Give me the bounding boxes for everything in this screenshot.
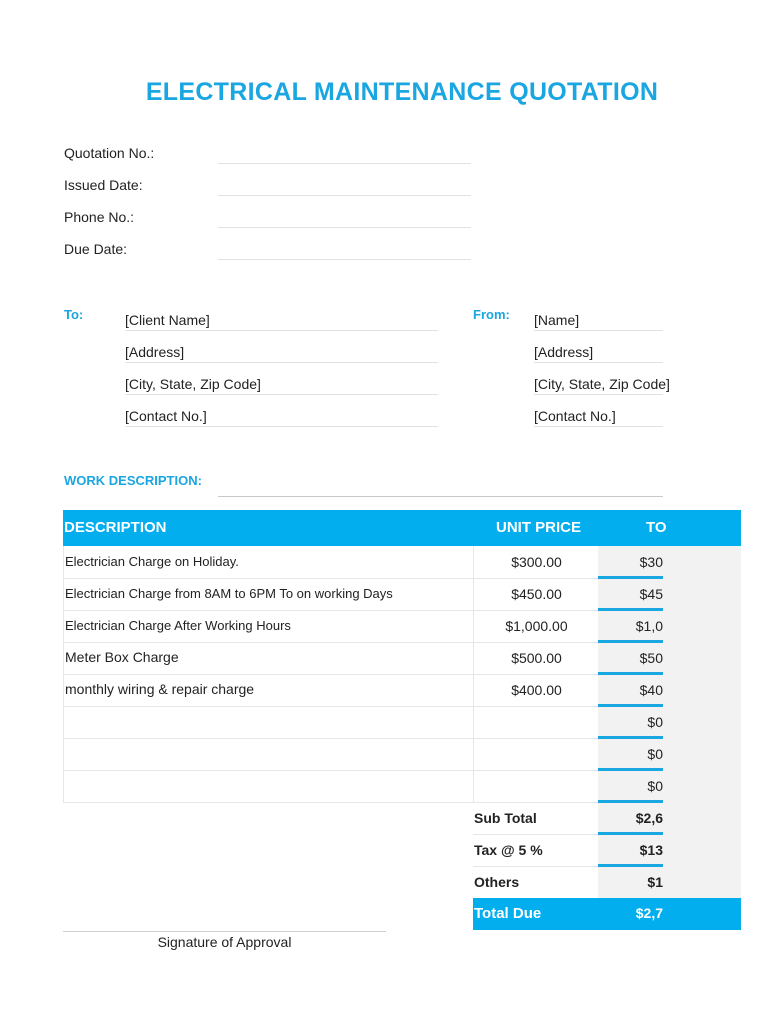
row-total-value: $0: [647, 778, 663, 794]
from-city-line: [534, 394, 663, 395]
issued-date-field[interactable]: [218, 195, 471, 196]
from-address: [Address]: [534, 344, 594, 360]
client-city-line: [125, 394, 438, 395]
from-name-line: [534, 330, 663, 331]
from-name: [Name]: [534, 312, 580, 328]
from-address-line: [534, 362, 663, 363]
row-unit-price: $300.00: [511, 554, 562, 570]
row-total-value: $30: [639, 554, 663, 570]
row-unit-price: $450.00: [511, 586, 562, 602]
total-due-value-text: $2,7: [635, 905, 663, 921]
row-total: [598, 642, 663, 674]
quotation-no-label: Quotation No.:: [64, 145, 155, 161]
due-date-field[interactable]: [218, 259, 471, 260]
column-divider: [473, 738, 474, 770]
tax-value: [598, 835, 663, 866]
work-description-label: WORK DESCRIPTION:: [64, 473, 202, 488]
client-address: [Address]: [125, 344, 185, 360]
others-value-text: $1: [647, 874, 663, 890]
others-value: [598, 867, 663, 898]
row-total: [598, 610, 663, 642]
row-unit-price: $1,000.00: [505, 618, 568, 634]
quotation-no-field[interactable]: [218, 163, 471, 164]
column-divider: [473, 706, 474, 738]
column-divider: [473, 770, 474, 802]
row-total: [598, 578, 663, 610]
row-unit-price: $400.00: [511, 682, 562, 698]
client-city: [City, State, Zip Code]: [125, 376, 261, 392]
row-description: monthly wiring & repair charge: [65, 681, 255, 697]
document-title: ELECTRICAL MAINTENANCE QUOTATION: [145, 78, 659, 106]
row-total: [598, 770, 663, 802]
row-total-value: $0: [647, 746, 663, 762]
row-description: Meter Box Charge: [65, 649, 179, 665]
row-total-value: $0: [647, 714, 663, 730]
table-header: [63, 510, 741, 546]
client-contact-line: [125, 426, 438, 427]
others-label-text: Others: [474, 874, 520, 890]
table-row: [63, 610, 599, 643]
row-total-value: $1,0: [635, 618, 663, 634]
phone-no-label: Phone No.:: [64, 209, 135, 225]
row-total: [598, 706, 663, 738]
subtotal-label: [473, 803, 598, 835]
total-due-label: Total Due: [474, 905, 542, 922]
others-label: [473, 867, 598, 898]
phone-no-field[interactable]: [218, 227, 471, 228]
header-unit-price: UNIT PRICE: [496, 519, 582, 536]
row-description: Electrician Charge from 8AM to 6PM To on working Days: [65, 586, 393, 601]
table-row: [63, 770, 599, 803]
due-date-label: Due Date:: [64, 241, 128, 257]
total-due-value: [598, 898, 663, 930]
from-label: From:: [473, 307, 510, 322]
row-total: [598, 546, 663, 578]
client-address-line: [125, 362, 438, 363]
row-unit-price: $500.00: [511, 650, 562, 666]
client-contact: [Contact No.]: [125, 408, 207, 424]
signature-line[interactable]: [63, 931, 386, 932]
row-description: Electrician Charge After Working Hours: [65, 618, 291, 633]
to-label: To:: [64, 307, 84, 322]
table-row: [63, 546, 599, 579]
row-total: [598, 674, 663, 706]
table-row: [63, 674, 599, 707]
row-total-value: $40: [639, 682, 663, 698]
subtotal-value-text: $2,6: [635, 810, 663, 826]
from-contact: [Contact No.]: [534, 408, 616, 424]
work-description-field[interactable]: [218, 496, 663, 497]
header-description: DESCRIPTION: [64, 519, 167, 536]
header-total: TO: [646, 519, 667, 536]
signature-label: Signature of Approval: [157, 934, 292, 950]
tax-value-text: $13: [639, 842, 663, 858]
tax-label-text: Tax @ 5 %: [474, 842, 543, 858]
table-row: [63, 738, 599, 771]
from-city: [City, State, Zip Code]: [534, 376, 670, 392]
issued-date-label: Issued Date:: [64, 177, 143, 193]
table-row: [63, 706, 599, 739]
subtotal-value: [598, 803, 663, 834]
client-name: [Client Name]: [125, 312, 210, 328]
from-contact-line: [534, 426, 663, 427]
row-description: Electrician Charge on Holiday.: [65, 554, 239, 569]
subtotal-label-text: Sub Total: [474, 810, 537, 826]
row-total-value: $50: [639, 650, 663, 666]
client-name-line: [125, 330, 438, 331]
tax-label: [473, 835, 598, 867]
row-total-value: $45: [639, 586, 663, 602]
table-row: [63, 642, 599, 675]
row-total: [598, 738, 663, 770]
table-row: [63, 578, 599, 611]
